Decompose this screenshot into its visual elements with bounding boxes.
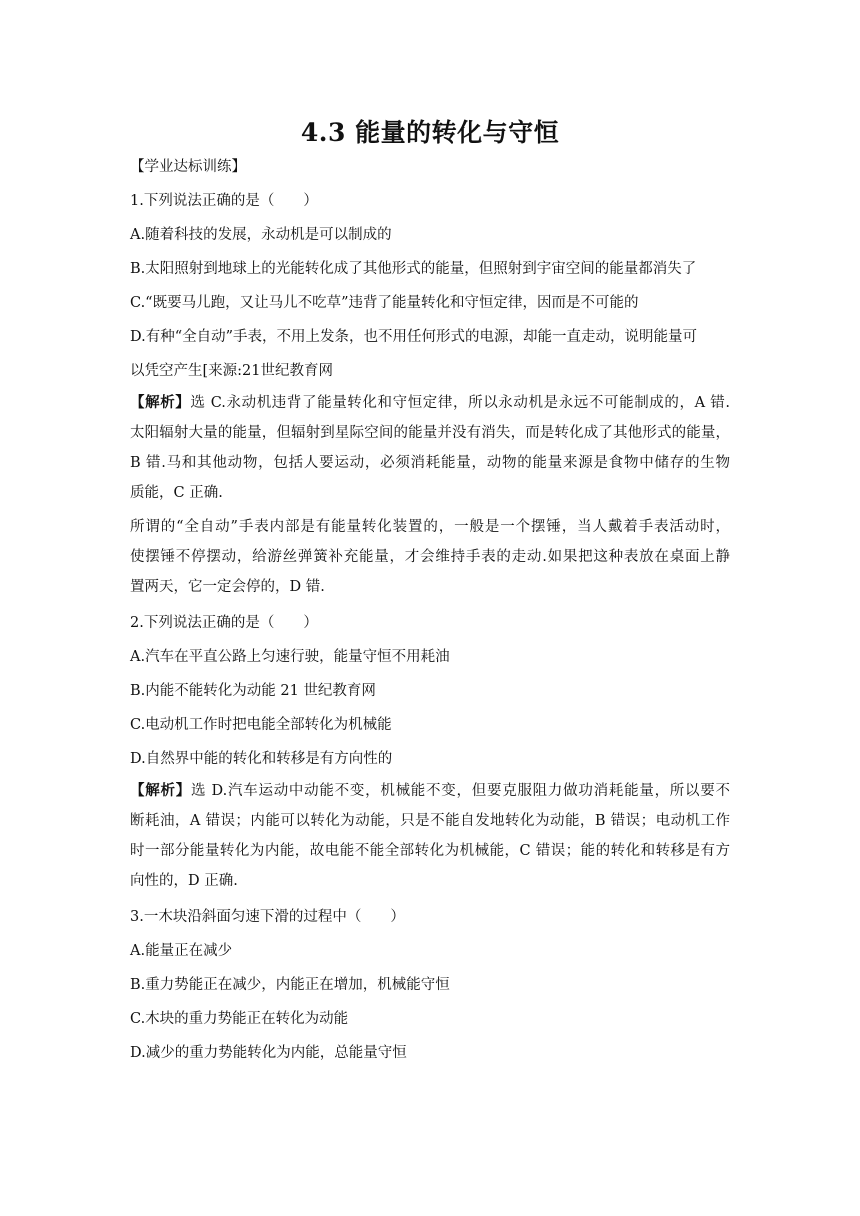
question-2-analysis	[130, 776, 730, 900]
question-3-option-a: A.能量正在减少	[130, 943, 233, 959]
analysis-line: 太阳辐射大量的能量，但辐射到星际空间的能量并没有消失，而是转化成了其他形式的能量，	[130, 425, 730, 441]
analysis-line: B 错.马和其他动物，包括人要运动，必须消耗能量，动物的能量来源是食物中储存的生物	[130, 455, 730, 471]
question-1-option-c: C.“既要马儿跑，又让马儿不吃草”违背了能量转化和守恒定律，因而是不可能的	[130, 295, 639, 311]
analysis-text: 选 D.汽车运动中动能不变，机械能不变，但要克服阻力做功消耗能量，所以要不	[190, 783, 731, 799]
analysis-line: 断耗油，A 错误；内能可以转化为动能，只是不能自发地转化为动能，B 错误；电动机工作	[130, 813, 730, 829]
analysis-line: 向性的，D 正确.	[130, 873, 238, 889]
question-3	[130, 900, 730, 1070]
question-2-option-a: A.汽车在平直公路上匀速行驶，能量守恒不用耗油	[130, 649, 450, 665]
analysis-label: 【解析】	[130, 394, 191, 411]
question-1	[130, 184, 730, 606]
analysis-line: 时一部分能量转化为内能，故电能不能全部转化为机械能，C 错误；能的转化和转移是有方	[130, 843, 730, 859]
question-1-option-b: B.太阳照射到地球上的光能转化成了其他形式的能量，但照射到宇宙空间的能量都消失了	[130, 261, 697, 277]
analysis-line	[130, 388, 730, 418]
question-2-stem: 2.下列说法正确的是（ ）	[130, 615, 318, 631]
question-3-option-d: D.减少的重力势能转化为内能，总能量守恒	[130, 1045, 407, 1061]
analysis-line: 质能，C 正确.	[130, 485, 223, 501]
analysis-text: 选 C.永动机违背了能量转化和守恒定律，所以永动机是永远不可能制成的，A 错.	[190, 395, 731, 411]
question-1-analysis	[130, 388, 730, 606]
analysis-line: 置两天，它一定会停的，D 错.	[130, 579, 325, 595]
question-2-option-c: C.电动机工作时把电能全部转化为机械能	[130, 717, 392, 733]
question-3-option-c: C.木块的重力势能正在转化为动能	[130, 1011, 349, 1027]
question-2-option-d: D.自然界中能的转化和转移是有方向性的	[130, 751, 393, 767]
question-3-stem: 3.一木块沿斜面匀速下滑的过程中（ ）	[130, 909, 405, 925]
question-1-option-d: D.有种“全自动”手表，不用上发条，也不用任何形式的电源，却能一直走动，说明能量可	[130, 329, 698, 345]
question-3-option-b: B.重力势能正在减少，内能正在增加，机械能守恒	[130, 977, 450, 993]
page-title: 4.3 能量的转化与守恒	[300, 118, 560, 147]
section-header: 【学业达标训练】	[130, 159, 246, 175]
analysis-line	[130, 776, 730, 806]
analysis-line: 使摆锤不停摆动，给游丝弹簧补充能量，才会维持手表的走动.如果把这种表放在桌面上静	[130, 549, 730, 565]
question-1-option-a: A.随着科技的发展，永动机是可以制成的	[130, 227, 392, 243]
document-body	[130, 150, 730, 1070]
analysis-label: 【解析】	[130, 782, 191, 799]
question-2	[130, 606, 730, 900]
question-1-stem: 1.下列说法正确的是（ ）	[130, 193, 318, 209]
analysis-line: 所谓的“全自动”手表内部是有能量转化装置的，一般是一个摆锤，当人戴着手表活动时，	[130, 519, 730, 535]
question-2-option-b: B.内能不能转化为动能 21 世纪教育网	[130, 683, 376, 699]
question-1-option-d-continued: 以凭空产生[来源:21世纪教育网	[130, 363, 333, 379]
